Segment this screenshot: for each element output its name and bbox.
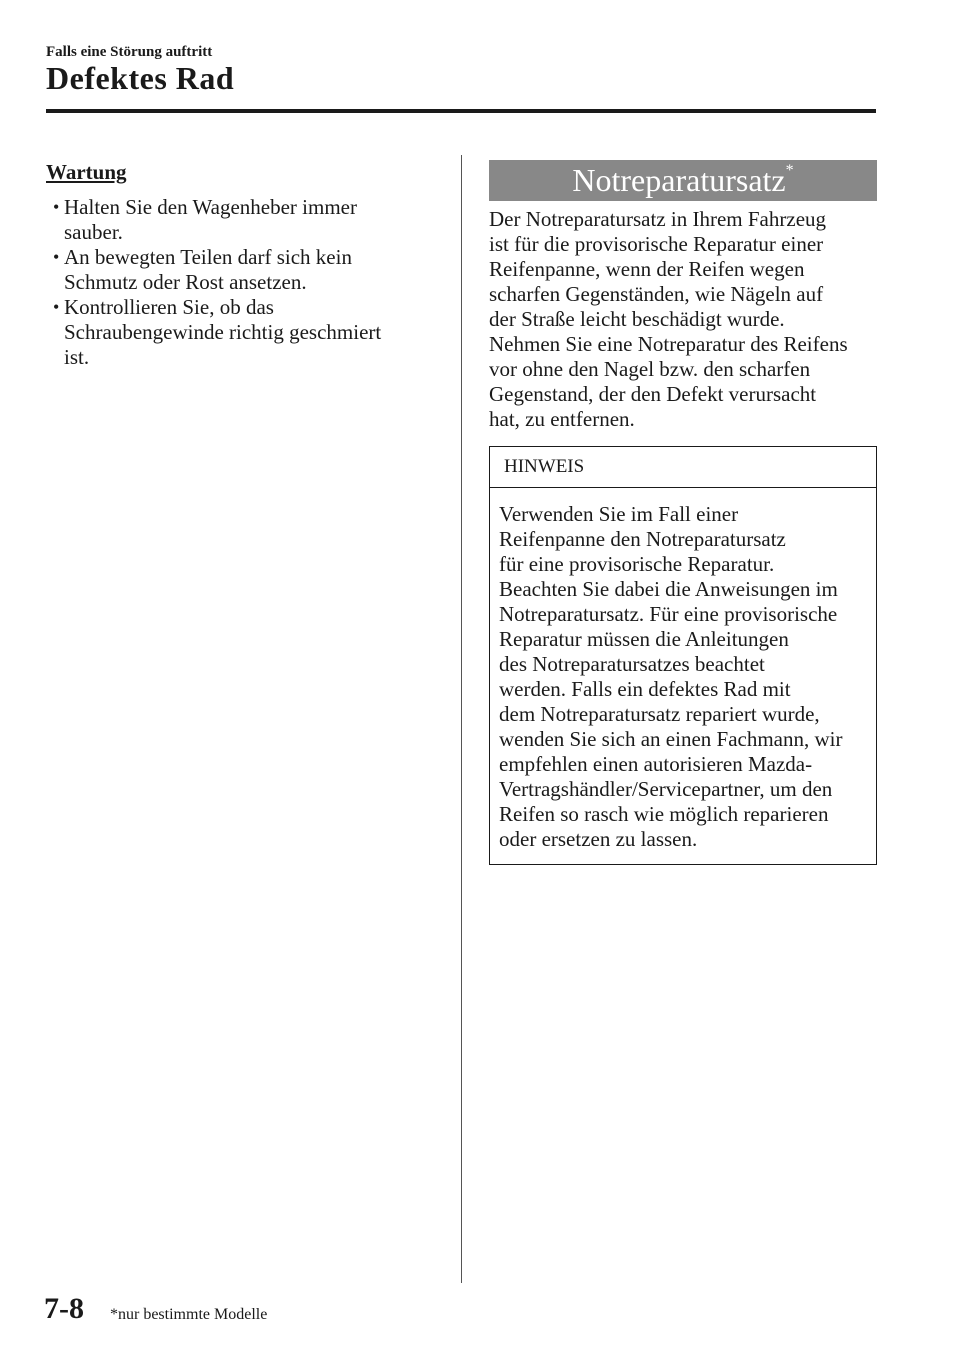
list-item-text: Kontrollieren Sie, ob das Schraubengewinde richtig geschmiert ist. bbox=[64, 295, 382, 369]
note-box bbox=[489, 446, 877, 865]
list-item-text: Halten Sie den Wagenheber immer sauber. bbox=[64, 195, 357, 244]
list-item-text: An bewegten Teilen darf sich kein Schmutz oder Rost ansetzen. bbox=[64, 245, 352, 294]
page-number: 7-8 bbox=[44, 1292, 84, 1325]
footnote: *nur bestimmte Modelle bbox=[110, 1306, 268, 1323]
bullet-icon: • bbox=[53, 297, 60, 317]
wartung-heading: Wartung bbox=[46, 160, 127, 184]
right-column bbox=[489, 160, 877, 865]
list-item bbox=[46, 295, 426, 370]
chapter-title: Defektes Rad bbox=[46, 60, 235, 96]
bullet-icon: • bbox=[53, 247, 60, 267]
note-text: Verwenden Sie im Fall einer Reifenpanne den Notreparatursatz für eine provisorische Reparatur. Beachten Sie dabei die Anweisungen im Notreparatursatz. Für eine provisorische Reparatur müssen die Anleitungen des Notreparatursatzes beachtet werden. Falls ein defektes Rad mit dem Notreparatursatz repariert wurde, wenden Sie sich an einen Fachmann, wir empfehlen einen autorisieren Mazda- Vertragshändler/Servicepartner, um den Reifen so rasch wie möglich reparieren oder ersetzen zu lassen. bbox=[499, 502, 843, 851]
intro-paragraph: Der Notreparatursatz in Ihrem Fahrzeug ist für die provisorische Reparatur einer Reifenpanne, wenn der Reifen wegen scharfen Gegenständen, wie Nägeln auf der Straße leicht beschädigt wurde. Nehmen Sie eine Notreparatur des Reifens vor ohne den Nagel bzw. den scharfen Gegenstand, der den Defekt verursacht hat, zu entfernen. bbox=[489, 207, 848, 431]
left-column bbox=[46, 160, 426, 370]
section-banner bbox=[489, 160, 877, 201]
wartung-list bbox=[46, 195, 426, 370]
bullet-icon: • bbox=[53, 197, 60, 217]
header-rule bbox=[46, 109, 876, 113]
list-item bbox=[46, 245, 426, 295]
banner-title: Notreparatursatz bbox=[572, 162, 786, 198]
note-label: HINWEIS bbox=[490, 447, 876, 488]
column-divider bbox=[461, 155, 462, 1283]
section-label: Falls eine Störung auftritt bbox=[46, 44, 213, 60]
banner-marker: * bbox=[785, 162, 794, 179]
list-item bbox=[46, 195, 426, 245]
